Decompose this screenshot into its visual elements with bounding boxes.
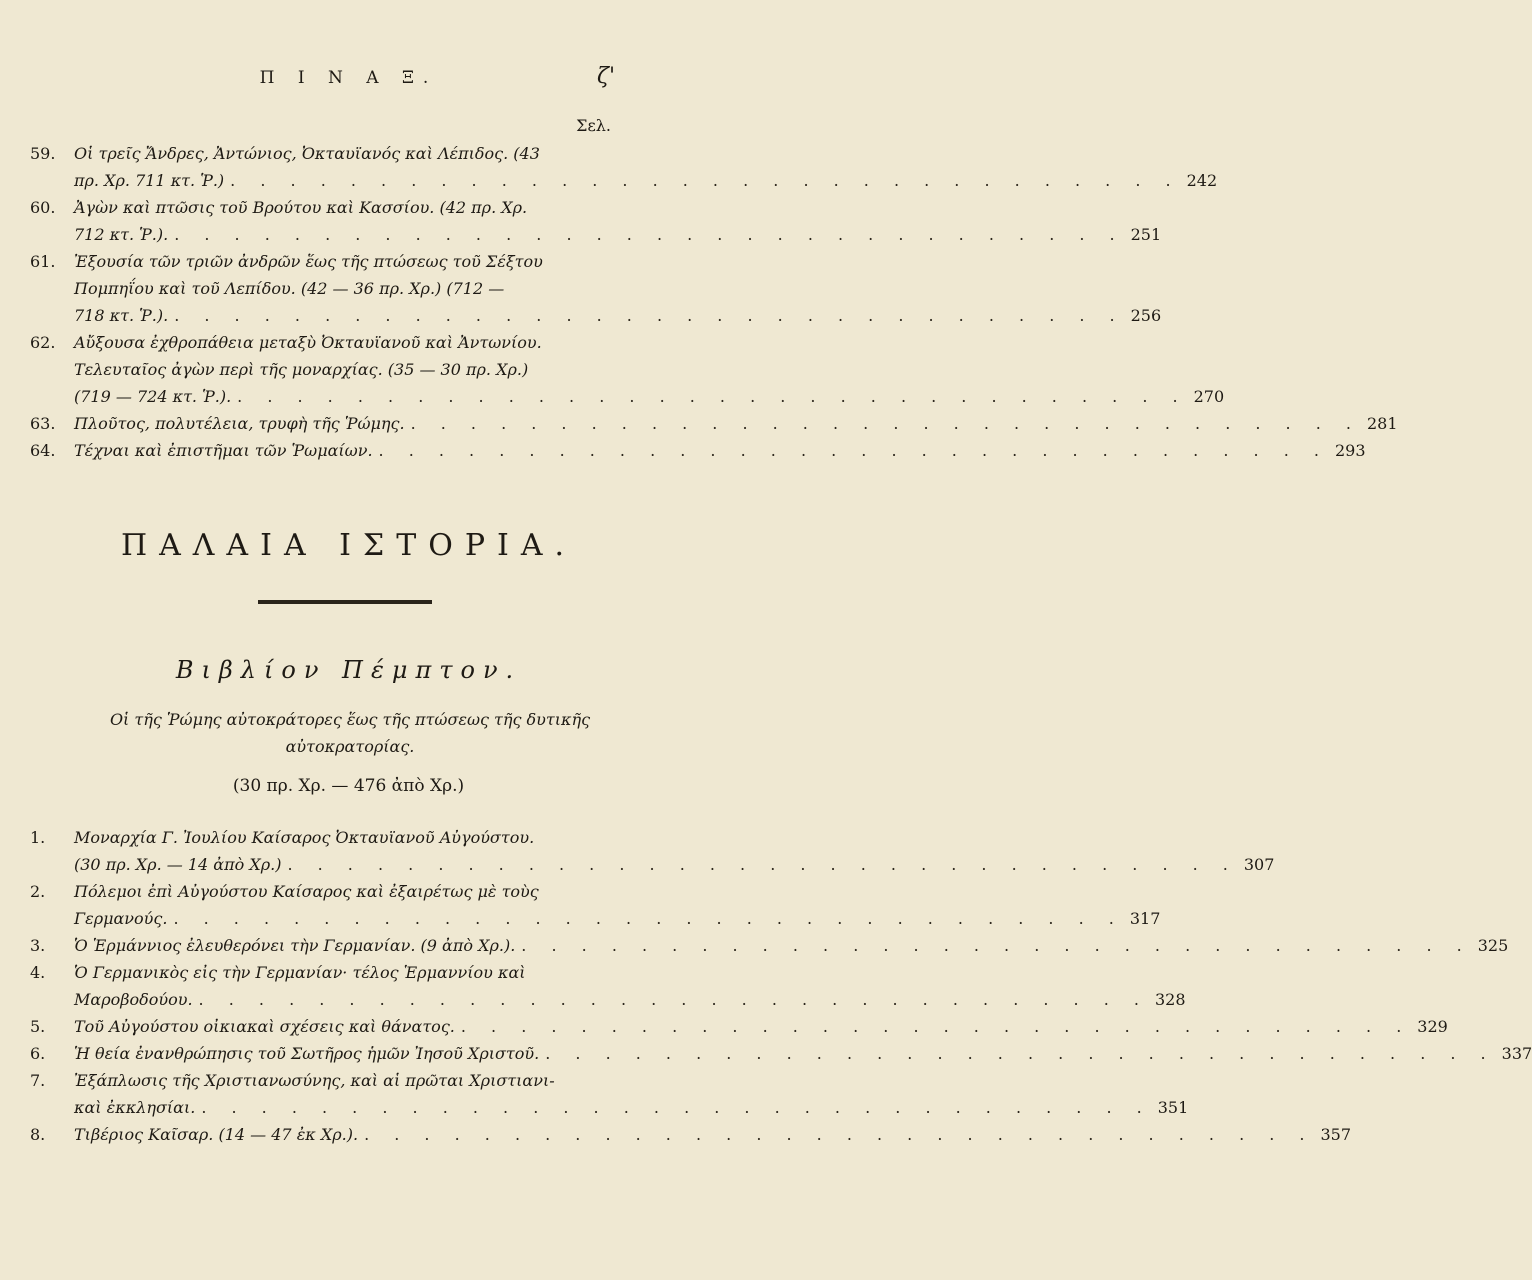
entry-number: 7. [30,1071,46,1090]
toc-entry [30,878,1161,932]
leader-dots: . . . . . . . . . . . . . . . . . . . . . . . . . . . . . . . . [545,1044,1496,1063]
entry-number: 60. [30,198,56,217]
entry-number: 2. [30,882,46,901]
toc-entry [30,329,1225,410]
toc-entry [30,1121,1352,1148]
entry-text-line: Πομπηΐου καὶ τοῦ Λεπίδου. (42 — 36 πρ. Χρ.) (712 — [74,279,505,298]
entry-page-number: 325 [1477,936,1509,955]
entry-page-number: 256 [1130,306,1162,325]
toc-entry [30,248,1162,329]
section-title: ΠΑΛΑΙΑ ΙΣΤΟΡΙΑ. [120,528,577,563]
toc-entry [30,140,1218,194]
leader-dots: . . . . . . . . . . . . . . . . . . . . . . . . . . . . . . . . [378,441,1329,460]
table-of-contents-previous [30,140,1398,464]
leader-dots: . . . . . . . . . . . . . . . . . . . . . . . . . . . . . . . . [287,855,1238,874]
entry-text-line: Ὁ Γερμανικὸς εἰς τὴν Γερμανίαν· τέλος Ἑρμαννίου καὶ [74,963,526,982]
table-of-contents-book-five [30,824,1532,1148]
entry-text-line: (719 — 724 κτ. Ῥ.). [74,387,232,406]
leader-dots: . . . . . . . . . . . . . . . . . . . . . . . . . . . . . . . . [173,909,1124,928]
entry-page-number: 281 [1366,414,1398,433]
entry-page-number: 337 [1501,1044,1532,1063]
entry-number: 4. [30,963,46,982]
entry-text-line: Ὁ Ἑρμάννιος ἐλευθερόνει τὴν Γερμανίαν. (9 ἀπὸ Χρ.). [74,936,516,955]
leader-dots: . . . . . . . . . . . . . . . . . . . . . . . . . . . . . . . . [364,1125,1315,1144]
entry-text-line: Τοῦ Αὐγούστου οἰκιακαὶ σχέσεις καὶ θάνατος. [74,1017,455,1036]
leader-dots: . . . . . . . . . . . . . . . . . . . . . . . . . . . . . . . . [201,1098,1152,1117]
entry-page-number: 317 [1129,909,1161,928]
toc-entry [30,437,1366,464]
entry-number: 5. [30,1017,46,1036]
entry-number: 3. [30,936,46,955]
entry-number: 59. [30,144,56,163]
book-title: Βιβλίον Πέμπτον. [175,656,522,684]
entry-number: 6. [30,1044,46,1063]
folio-number: ζ' [597,64,615,89]
entry-text-line: Ἡ θεία ἐνανθρώπησις τοῦ Σωτῆρος ἡμῶν Ἰησοῦ Χριστοῦ. [74,1044,540,1063]
entry-page-number: 293 [1334,441,1366,460]
toc-entry [30,410,1398,437]
entry-page-number: 329 [1417,1017,1448,1036]
entry-text-line: Γερμανούς. [74,909,168,928]
entry-text-line: 718 κτ. Ῥ.). [74,306,169,325]
entry-page-number: 328 [1154,990,1186,1009]
leader-dots: . . . . . . . . . . . . . . . . . . . . . . . . . . . . . . . . [230,171,1181,190]
leader-dots: . . . . . . . . . . . . . . . . . . . . . . . . . . . . . . . . [174,306,1125,325]
entry-number: 62. [30,333,56,352]
leader-dots: . . . . . . . . . . . . . . . . . . . . . . . . . . . . . . . . [460,1017,1412,1036]
page-column-label: Σελ. [576,116,611,135]
toc-entry [30,194,1162,248]
entry-text-line: Ἐξουσία τῶν τριῶν ἀνδρῶν ἕως τῆς πτώσεως τοῦ Σέξτου [74,252,543,271]
entry-text-line: Ἀγὼν καὶ πτῶσις τοῦ Βρούτου καὶ Κασσίου. (42 πρ. Χρ. [74,198,528,217]
entry-text-line: Μαροβοδούου. [74,990,193,1009]
toc-entry [30,959,1186,1013]
toc-entry [30,1067,1189,1121]
entry-text-line: Πόλεμοι ἐπὶ Αὐγούστου Καίσαρος καὶ ἐξαιρέτως μὲ τοὺς [74,882,539,901]
leader-dots: . . . . . . . . . . . . . . . . . . . . . . . . . . . . . . . . [198,990,1149,1009]
entry-text-line: Αὔξουσα ἐχθροπάθεια μεταξὺ Ὀκταυϊανοῦ καὶ Ἀντωνίου. [74,333,542,352]
entry-text-line: Πλοῦτος, πολυτέλεια, τρυφὴ τῆς Ῥώμης. [74,414,405,433]
entry-page-number: 270 [1193,387,1225,406]
entry-number: 64. [30,441,56,460]
entry-text-line: Τελευταῖος ἀγὼν περὶ τῆς μοναρχίας. (35 — 30 πρ. Χρ.) [74,360,529,379]
entry-page-number: 351 [1157,1098,1189,1117]
toc-entry [30,824,1275,878]
entry-text-line: Οἱ τρεῖς Ἄνδρες, Ἀντώνιος, Ὀκταυϊανός καὶ Λέπιδος. (43 [74,144,540,163]
entry-number: 8. [30,1125,46,1144]
entry-page-number: 307 [1243,855,1275,874]
entry-text-line: Ἐξάπλωσις τῆς Χριστιανωσύνης, καὶ αἱ πρῶται Χριστιανι- [74,1071,555,1090]
leader-dots: . . . . . . . . . . . . . . . . . . . . . . . . . . . . . . . . [237,387,1188,406]
leader-dots: . . . . . . . . . . . . . . . . . . . . . . . . . . . . . . . . [521,936,1472,955]
entry-number: 63. [30,414,56,433]
entry-text-line: Μοναρχία Γ. Ἰουλίου Καίσαρος Ὀκταυϊανοῦ Αὐγούστου. [74,828,535,847]
entry-text-line: (30 πρ. Χρ. — 14 ἀπὸ Χρ.) [74,855,282,874]
book-subtitle: Οἱ τῆς Ῥώμης αὐτοκράτορες ἕως τῆς πτώσεως τῆς δυτικῆς αὐτοκρατορίας. [109,710,591,756]
divider-rule [258,600,432,604]
leader-dots: . . . . . . . . . . . . . . . . . . . . . . . . . . . . . . . . [410,414,1361,433]
entry-page-number: 242 [1186,171,1218,190]
leader-dots: . . . . . . . . . . . . . . . . . . . . . . . . . . . . . . . . [174,225,1125,244]
entry-number: 61. [30,252,56,271]
entry-number: 1. [30,828,46,847]
entry-text-line: πρ. Χρ. 711 κτ. Ῥ.) [74,171,225,190]
toc-entry [30,1013,1448,1040]
entry-page-number: 251 [1130,225,1162,244]
toc-entry [30,932,1509,959]
entry-text-line: καὶ ἐκκλησίαι. [74,1098,196,1117]
entry-text-line: Τέχναι καὶ ἐπιστῆμαι τῶν Ῥωμαίων. [74,441,373,460]
date-range: (30 πρ. Χρ. — 476 ἀπὸ Χρ.) [232,776,465,796]
running-head: Π Ι Ν Α Ξ. [259,68,438,88]
entry-text-line: Τιβέριος Καῖσαρ. (14 — 47 ἐκ Χρ.). [74,1125,359,1144]
entry-text-line: 712 κτ. Ῥ.). [74,225,169,244]
toc-entry [30,1040,1532,1067]
entry-page-number: 357 [1320,1125,1352,1144]
